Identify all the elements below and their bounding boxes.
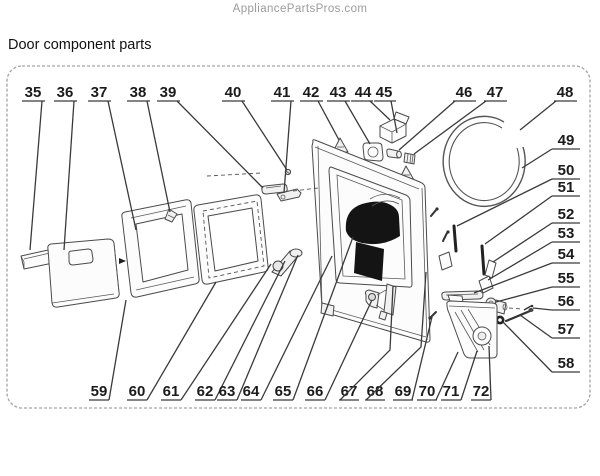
- svg-text:53: 53: [557, 225, 575, 242]
- svg-text:49: 49: [557, 132, 575, 149]
- callout-59: [89, 300, 126, 400]
- svg-text:50: 50: [557, 162, 575, 179]
- svg-text:40: 40: [224, 84, 242, 101]
- svg-text:72: 72: [472, 383, 490, 400]
- svg-text:60: 60: [128, 383, 146, 400]
- assembly-arrow-left: [119, 258, 126, 264]
- callout-56: [533, 293, 580, 310]
- callout-64: [241, 256, 332, 400]
- svg-text:63: 63: [218, 383, 236, 400]
- page-title: Door component parts: [8, 37, 152, 53]
- plate-52: [485, 260, 496, 278]
- svg-text:57: 57: [557, 321, 575, 338]
- svg-text:67: 67: [340, 383, 358, 400]
- diagram-border: [7, 66, 590, 408]
- svg-text:55: 55: [557, 270, 575, 287]
- handle-recess: [69, 249, 93, 265]
- svg-text:70: 70: [418, 383, 436, 400]
- svg-text:43: 43: [329, 84, 347, 101]
- svg-text:65: 65: [274, 383, 292, 400]
- watermark-text: AppliancePartsPros.com: [232, 3, 368, 15]
- hinge-parts-39-40-41: [262, 169, 301, 201]
- svg-text:38: 38: [129, 84, 147, 101]
- svg-text:48: 48: [556, 84, 574, 101]
- svg-text:54: 54: [557, 246, 575, 263]
- svg-text:46: 46: [455, 84, 473, 101]
- callout-37: [88, 84, 136, 230]
- spout-46: [387, 149, 402, 158]
- svg-text:52: 52: [557, 206, 575, 223]
- svg-text:69: 69: [394, 383, 412, 400]
- svg-text:62: 62: [196, 383, 214, 400]
- svg-text:68: 68: [366, 383, 384, 400]
- svg-text:36: 36: [56, 84, 74, 101]
- inner-door-panel: [312, 140, 430, 342]
- screw-57: [506, 305, 534, 321]
- svg-text:61: 61: [162, 383, 180, 400]
- callout-38: [127, 84, 170, 212]
- callout-36: [54, 84, 77, 250]
- part-37-door-panel-frame: [122, 200, 199, 297]
- svg-text:59: 59: [90, 383, 108, 400]
- part-60-window-retainer-frame: [194, 195, 268, 284]
- callout-48: [520, 84, 577, 130]
- part-36-outer-door-panel: [48, 239, 119, 307]
- svg-text:71: 71: [442, 383, 460, 400]
- pin-51: [482, 246, 484, 274]
- nut-47: [404, 153, 415, 164]
- svg-text:58: 58: [557, 355, 575, 372]
- callout-41: [271, 84, 294, 193]
- hinge-bracket-62-63: [272, 249, 302, 276]
- svg-text:39: 39: [159, 84, 177, 101]
- svg-text:66: 66: [306, 383, 324, 400]
- svg-text:42: 42: [302, 84, 320, 101]
- callout-35: [22, 84, 45, 250]
- svg-text:47: 47: [486, 84, 504, 101]
- callout-57: [520, 315, 580, 338]
- svg-text:64: 64: [242, 383, 260, 400]
- fasteners-50-53: [431, 207, 496, 293]
- svg-text:37: 37: [90, 84, 108, 101]
- callout-39: [157, 84, 263, 188]
- pin-50: [454, 226, 456, 251]
- svg-text:35: 35: [24, 84, 42, 101]
- svg-text:44: 44: [354, 84, 372, 101]
- svg-text:45: 45: [375, 84, 393, 101]
- svg-text:56: 56: [557, 293, 575, 310]
- svg-text:41: 41: [273, 84, 291, 101]
- grommet-43: [363, 143, 383, 161]
- svg-text:51: 51: [557, 179, 575, 196]
- door-seal-ring-48-49: [443, 116, 525, 206]
